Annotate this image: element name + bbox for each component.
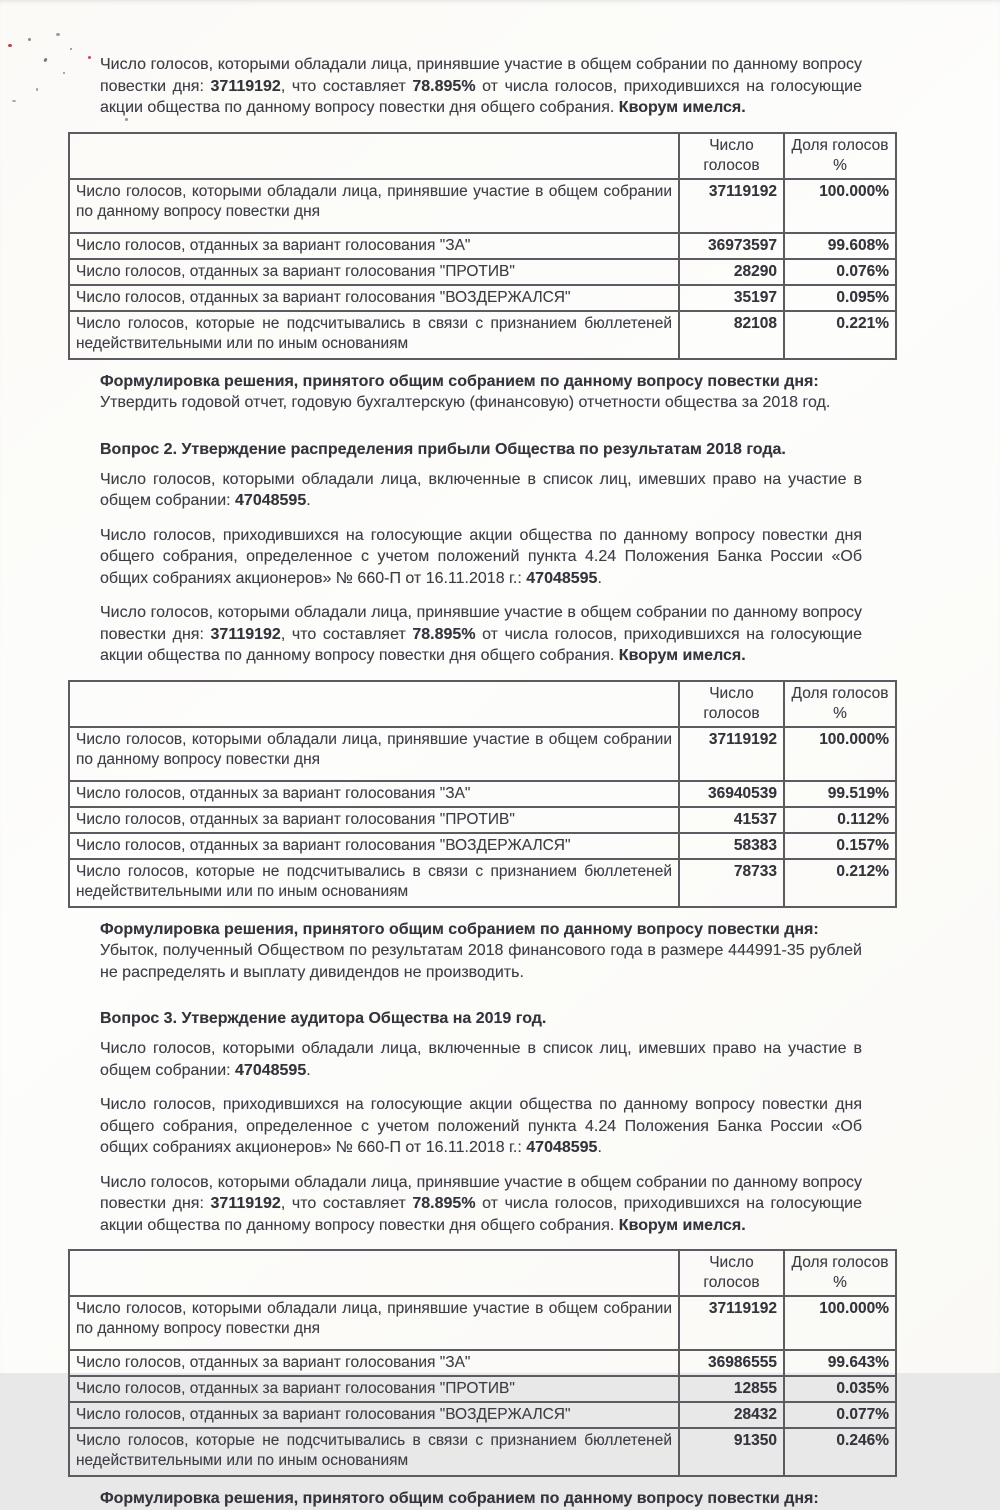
votes-value: 82108 [679,311,784,359]
row-label: Число голосов, отданных за вариант голосования "ПРОТИВ" [69,807,679,833]
voting-results-table-q2 [68,680,897,908]
votes-column-header: Число голосов [679,133,784,179]
table-row [69,285,896,311]
quorum-paragraph-q2: Число голосов, которыми обладали лица, принявшие участие в общем собрании по данному вопросу повестки дня: 37119192, что составляет 78.895% от числа голосов, приходившихся на голосующие акции общества по данному вопросу повестки дня общего собрания. Кворум имелся. [100,604,863,664]
votes-value: 28290 [679,259,784,285]
table-row [69,259,896,285]
share-value: 100.000% [784,1296,896,1350]
share-value: 0.095% [784,285,896,311]
table-row [69,1296,896,1350]
table-row [69,833,896,859]
row-label: Число голосов, отданных за вариант голосования "ЗА" [69,1350,679,1376]
votes-value: 28432 [679,1402,784,1428]
quorum-paragraph-q3: Число голосов, которыми обладали лица, принявшие участие в общем собрании по данному вопросу повестки дня: 37119192, что составляет 78.895% от числа голосов, приходившихся на голосующие акции общества по данному вопросу повестки дня общего собрания. Кворум имелся. [100,1173,863,1234]
scan-speck-red [8,44,12,47]
votes-value: 36973597 [679,233,784,259]
share-column-header: Доля голосов % [784,133,896,179]
votes-value: 37119192 [679,179,784,233]
voting-results-table-q1 [68,132,897,360]
votes-value: 41537 [679,807,784,833]
share-value: 0.246% [784,1428,896,1476]
votes-value: 37119192 [679,727,784,781]
votes-value: 78733 [679,859,784,907]
votes-column-header: Число голосов [679,1250,784,1296]
share-value: 0.221% [784,311,896,359]
share-value: 0.212% [784,859,896,907]
table-row [69,1402,896,1428]
table-row [69,311,896,359]
share-value: 0.157% [784,833,896,859]
scan-speck [28,38,31,41]
scan-speck [36,88,38,91]
share-value: 0.077% [784,1402,896,1428]
votes-value: 58383 [679,833,784,859]
resolution-text: Утвердить годовой отчет, годовую бухгалтерскую (финансовую) отчетности общества за 2018 год. [100,394,831,411]
share-column-header: Доля голосов % [784,681,896,727]
row-label: Число голосов, которыми обладали лица, принявшие участие в общем собрании по данному вопросу повестки дня [69,727,679,781]
scan-speck [125,118,128,121]
quorum-paragraph-q1: Число голосов, которыми обладали лица, принявшие участие в общем собрании по данному вопросу повестки дня: 37119192, что составляет 78.895% от числа голосов, приходившихся на голосующие акции общества по данному вопросу повестки дня общего собрания. Кворум имелся. [100,56,863,116]
votes-value: 37119192 [679,1296,784,1350]
share-value: 0.035% [784,1376,896,1402]
table-row [69,1376,896,1402]
row-label: Число голосов, отданных за вариант голосования "ВОЗДЕРЖАЛСЯ" [69,1402,679,1428]
table-row [69,1428,896,1476]
row-label: Число голосов, которыми обладали лица, принявшие участие в общем собрании по данному вопросу повестки дня [69,179,679,233]
list-paragraph-q3: Число голосов, которыми обладали лица, включенные в список лиц, имевших право на участие в общем собрании: 47048595. [100,1040,862,1079]
table-header-row [69,681,896,727]
empty-header-cell [69,133,679,179]
votes-value: 35197 [679,285,784,311]
table-row [69,727,896,781]
row-label: Число голосов, отданных за вариант голосования "ВОЗДЕРЖАЛСЯ" [69,285,679,311]
share-value: 0.076% [784,259,896,285]
table-row [69,179,896,233]
votes-value: 36986555 [679,1350,784,1376]
row-label: Число голосов, которые не подсчитывались в связи с признанием бюллетеней недействительными или по иным основаниям [69,859,679,907]
table-header-row [69,1250,896,1296]
table-row [69,1350,896,1376]
table-row [69,233,896,259]
share-value: 99.608% [784,233,896,259]
votes-value: 91350 [679,1428,784,1476]
row-label: Число голосов, отданных за вариант голосования "ВОЗДЕРЖАЛСЯ" [69,833,679,859]
votes-column-header: Число голосов [679,681,784,727]
resolution-block-q2 [100,919,862,984]
row-label: Число голосов, которые не подсчитывались в связи с признанием бюллетеней недействительными или по иным основаниям [69,1428,679,1476]
row-label: Число голосов, отданных за вариант голосования "ЗА" [69,781,679,807]
votes-value: 36940539 [679,781,784,807]
empty-header-cell [69,1250,679,1296]
share-value: 100.000% [784,179,896,233]
table-row [69,781,896,807]
empty-header-cell [69,681,679,727]
row-label: Число голосов, которыми обладали лица, принявшие участие в общем собрании по данному вопросу повестки дня [69,1296,679,1350]
scan-speck [70,48,72,50]
row-label: Число голосов, которые не подсчитывались в связи с признанием бюллетеней недействительными или по иным основаниям [69,311,679,359]
resolution-block-q1 [100,371,862,414]
share-column-header: Доля голосов % [784,1250,896,1296]
resolution-heading: Формулировка решения, принятого общим собранием по данному вопросу повестки дня: [100,920,819,938]
row-label: Число голосов, отданных за вариант голосования "ЗА" [69,233,679,259]
resolution-heading: Формулировка решения, принятого общим собранием по данному вопросу повестки дня: [100,372,819,390]
scan-speck [56,33,60,36]
question3-heading: Вопрос 3. Утверждение аудитора Общества на 2019 год. [100,1010,547,1027]
question2-heading: Вопрос 2. Утверждение распределения прибыли Общества по результатам 2018 года. [100,440,786,458]
list-paragraph-q2: Число голосов, которыми обладали лица, включенные в список лиц, имевших право на участие в общем собрании: 47048595. [100,470,862,509]
shares-paragraph-q3: Число голосов, приходившихся на голосующие акции общества по данному вопросу повестки дня общего собрания, определенное с учетом положений пункта 4.24 Положения Банка России «Об общих собраниях акционеров» № 660-П от 16.11.2018 г.: 47048595. [100,1096,862,1156]
shares-paragraph-q2: Число голосов, приходившихся на голосующие акции общества по данному вопросу повестки дня общего собрания, определенное с учетом положений пункта 4.24 Положения Банка России «Об общих собраниях акционеров» № 660-П от 16.11.2018 г.: 47048595. [100,526,862,587]
scan-speck [63,72,65,74]
table-header-row [69,133,896,179]
row-label: Число голосов, отданных за вариант голосования "ПРОТИВ" [69,259,679,285]
votes-value: 12855 [679,1376,784,1402]
share-value: 0.112% [784,807,896,833]
scan-speck [12,100,16,102]
voting-results-table-q3 [68,1249,897,1477]
row-label: Число голосов, отданных за вариант голосования "ПРОТИВ" [69,1376,679,1402]
share-value: 100.000% [784,727,896,781]
table-row [69,807,896,833]
table-row [69,859,896,907]
scan-speck-red [88,56,91,59]
share-value: 99.519% [784,781,896,807]
resolution-heading: Формулировка решения, принятого общим собранием по данному вопросу повестки дня: [100,1490,819,1507]
resolution-block-q3 [100,1488,862,1510]
share-value: 99.643% [784,1350,896,1376]
resolution-text: Убыток, полученный Обществом по результатам 2018 финансового года в размере 444991-35 рублей не распределять и выплату дивидендов не производить. [100,942,862,981]
